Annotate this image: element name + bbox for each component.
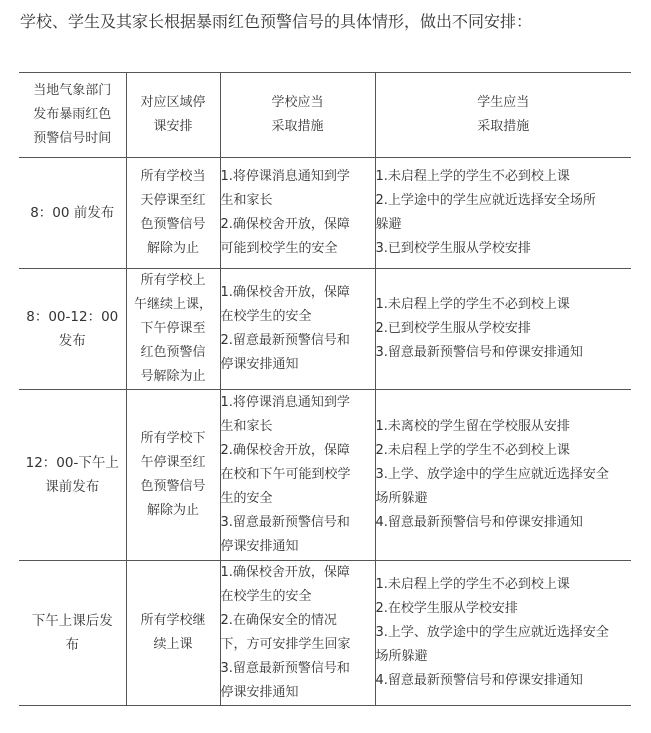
cell-line: 2.已到校学生服从学校安排: [375, 321, 531, 336]
cell-line: 下，方可安排学生回家: [220, 637, 351, 652]
cell-line: 生和家长: [220, 193, 273, 208]
cell-area-arrangement: [126, 561, 220, 706]
cell-line: 1.确保校舍开放，保障: [220, 285, 350, 300]
cell-line: 1.未离校的学生留在学校服从安排: [375, 419, 570, 434]
cell-student-measures: [375, 269, 631, 390]
cell-line: 发布暴雨红色: [33, 107, 112, 122]
header-school-measures: [220, 73, 375, 158]
cell-line: 可能到校学生的安全: [220, 241, 338, 256]
header-warning-time: [19, 73, 126, 158]
table-header-row: [19, 73, 631, 158]
cell-line: 所有学校当: [140, 169, 206, 184]
cell-line: 学校应当: [271, 95, 324, 110]
cell-line: 3.已到校学生服从学校安排: [375, 241, 531, 256]
cell-line: 午停课至红: [140, 455, 206, 470]
cell-line: 1.将停课消息通知到学: [220, 169, 350, 184]
cell-line: 2.留意最新预警信号和: [220, 333, 350, 348]
table-row: [19, 158, 631, 269]
cell-line: 当地气象部门: [33, 83, 112, 98]
cell-line: 下午停课至: [140, 321, 206, 336]
cell-line: 2.上学途中的学生应就近选择安全场所: [375, 193, 596, 208]
cell-warning-time: [19, 158, 126, 269]
cell-area-arrangement: [126, 158, 220, 269]
cell-line: 3.上学、放学途中的学生应就近选择安全: [375, 625, 609, 640]
table-row: [19, 390, 631, 561]
cell-line: 停课安排通知: [220, 539, 299, 554]
cell-line: 所有学校继: [140, 613, 206, 628]
cell-line: 采取措施: [477, 119, 530, 134]
cell-line: 1.未启程上学的学生不必到校上课: [375, 297, 570, 312]
cell-line: 1.将停课消息通知到学: [220, 395, 350, 410]
cell-line: 1.确保校舍开放，保障: [220, 565, 350, 580]
cell-line: 色预警信号: [140, 479, 206, 494]
cell-line: 在校和下午可能到校学: [220, 467, 351, 482]
cell-line: 停课安排通知: [220, 357, 299, 372]
cell-student-measures: [375, 561, 631, 706]
cell-line: 3.留意最新预警信号和停课安排通知: [375, 345, 583, 360]
cell-line: 2.未启程上学的学生不必到校上课: [375, 443, 570, 458]
cell-line: 对应区域停: [140, 95, 206, 110]
cell-school-measures: [220, 158, 375, 269]
cell-line: 1.未启程上学的学生不必到校上课: [375, 577, 570, 592]
cell-line: 场所躲避: [375, 649, 428, 664]
cell-line: 躲避: [375, 217, 402, 232]
cell-line: 2.确保校舍开放，保障: [220, 217, 350, 232]
cell-school-measures: [220, 390, 375, 561]
cell-line: 预警信号时间: [33, 131, 112, 146]
cell-line: 12：00-下午上: [25, 455, 119, 471]
cell-warning-time: [19, 561, 126, 706]
cell-line: 3.上学、放学途中的学生应就近选择安全: [375, 467, 609, 482]
cell-line: 色预警信号: [140, 217, 206, 232]
table-row: [19, 561, 631, 706]
cell-line: 红色预警信: [140, 345, 206, 360]
cell-line: 续上课: [153, 637, 193, 652]
cell-line: 课安排: [153, 119, 193, 134]
cell-line: 学生应当: [477, 95, 530, 110]
cell-line: 3.留意最新预警信号和: [220, 661, 350, 676]
cell-area-arrangement: [126, 269, 220, 390]
cell-line: 2.在确保安全的情况: [220, 613, 337, 628]
cell-line: 在校学生的安全: [220, 589, 312, 604]
cell-warning-time: [19, 390, 126, 561]
cell-line: 天停课至红: [140, 193, 206, 208]
cell-line: 采取措施: [271, 119, 324, 134]
header-student-measures: [375, 73, 631, 158]
cell-line: 下午上课后发: [31, 613, 113, 629]
cell-line: 布: [65, 637, 79, 653]
cell-student-measures: [375, 390, 631, 561]
header-area-arrangement: [126, 73, 220, 158]
cell-line: 所有学校上: [140, 273, 206, 288]
cell-line: 3.留意最新预警信号和: [220, 515, 350, 530]
cell-line: 4.留意最新预警信号和停课安排通知: [375, 515, 583, 530]
cell-line: 8：00-12：00: [26, 309, 119, 325]
cell-line: 午继续上课，: [133, 297, 212, 312]
intro-text: 学校、学生及其家长根据暴雨红色预警信号的具体情形，做出不同安排：: [20, 12, 533, 31]
cell-line: 2.在校学生服从学校安排: [375, 601, 518, 616]
rainstorm-schedule-table: [19, 72, 631, 706]
cell-line: 课前发布: [45, 479, 100, 495]
cell-line: 生和家长: [220, 419, 273, 434]
cell-line: 8：00 前发布: [30, 205, 115, 221]
cell-line: 号解除为止: [140, 369, 206, 384]
table-row: [19, 269, 631, 390]
cell-school-measures: [220, 269, 375, 390]
cell-line: 解除为止: [146, 503, 199, 518]
cell-line: 所有学校下: [140, 431, 206, 446]
cell-warning-time: [19, 269, 126, 390]
cell-line: 2.确保校舍开放，保障: [220, 443, 350, 458]
cell-line: 在校学生的安全: [220, 309, 312, 324]
cell-school-measures: [220, 561, 375, 706]
cell-line: 停课安排通知: [220, 685, 299, 700]
cell-student-measures: [375, 158, 631, 269]
cell-area-arrangement: [126, 390, 220, 561]
cell-line: 场所躲避: [375, 491, 428, 506]
cell-line: 解除为止: [146, 241, 199, 256]
cell-line: 1.未启程上学的学生不必到校上课: [375, 169, 570, 184]
cell-line: 4.留意最新预警信号和停课安排通知: [375, 673, 583, 688]
cell-line: 生的安全: [220, 491, 273, 506]
cell-line: 发布: [58, 333, 86, 349]
